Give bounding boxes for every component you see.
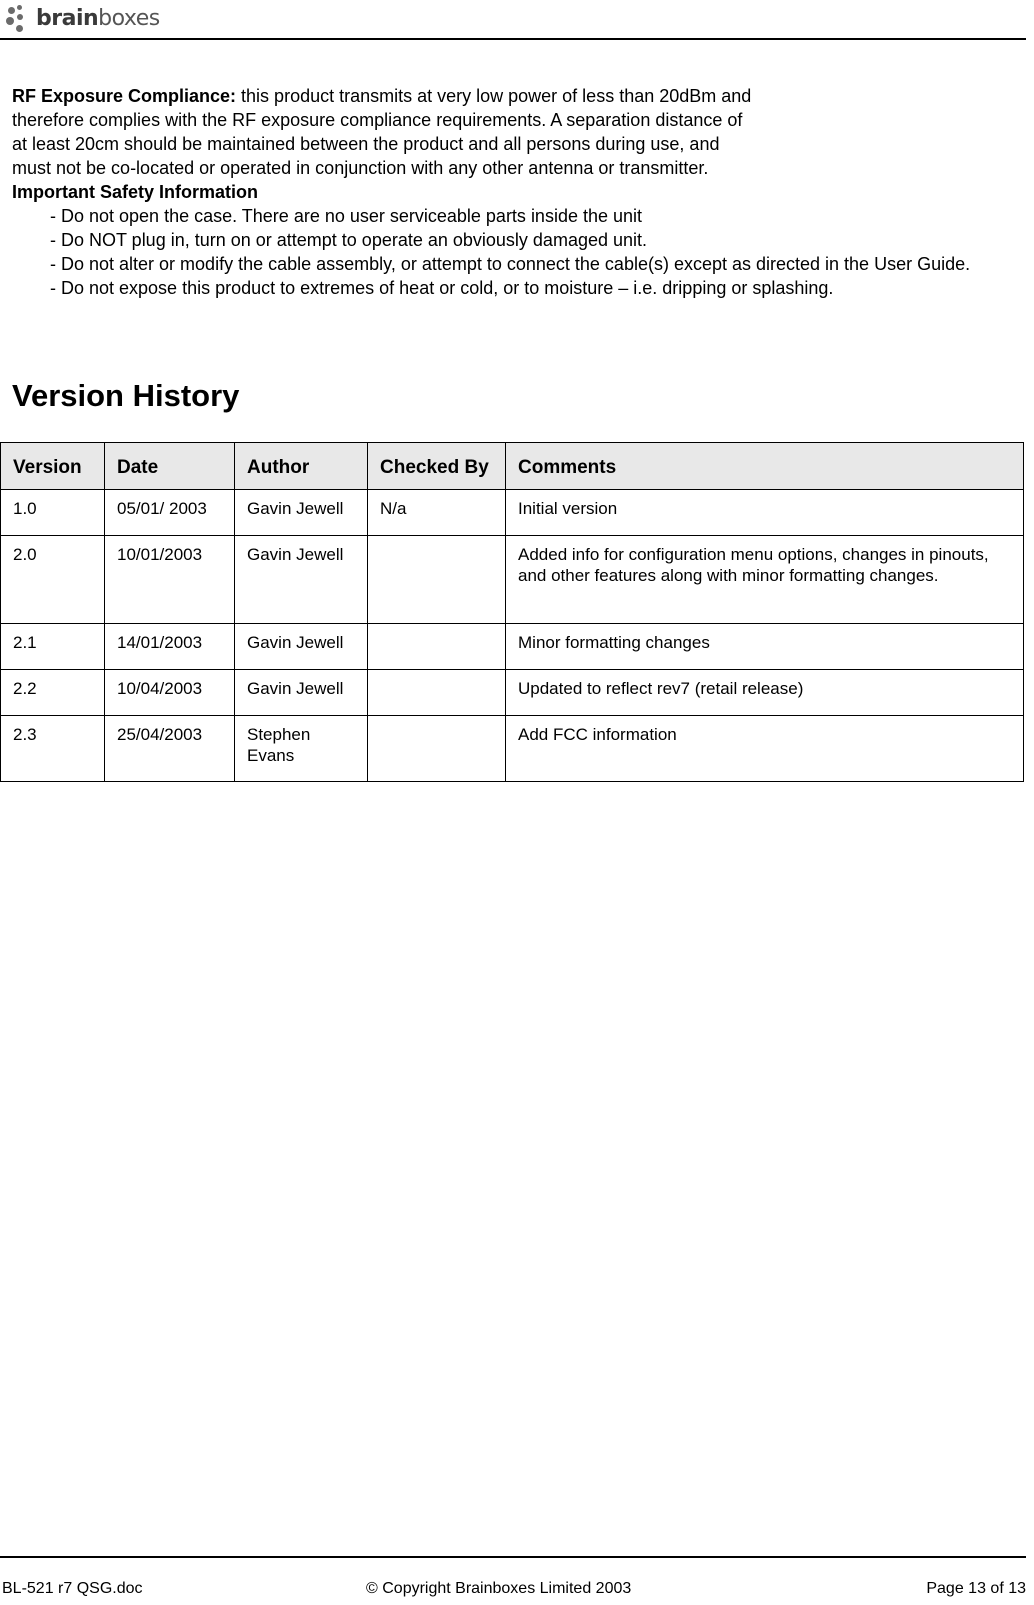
rf-exposure-paragraph: RF Exposure Compliance: this product transmits at very low power of less than 20dBm and therefore complies with the RF exposure compliance requirements. A separation distance of at least 20cm should be maintained between the product and all persons during use, and must not be co-located or operated in conjunction with any other antenna or transmitter.: [12, 86, 752, 178]
safety-heading: Important Safety Information: [12, 182, 259, 202]
version-history-title: Version History: [12, 378, 240, 413]
cell-version: 2.2: [1, 670, 105, 716]
compliance-section: [12, 84, 1022, 300]
cell-author: Gavin Jewell: [235, 536, 368, 624]
cell-checked-by: [368, 670, 506, 716]
table-row: [1, 716, 1024, 782]
page-footer: [0, 1556, 1026, 1597]
page-header: [0, 0, 1026, 40]
logo-text: brainboxes: [36, 6, 160, 31]
cell-comments: Initial version: [506, 490, 1024, 536]
footer-document-name: BL-521 r7 QSG.doc: [2, 1580, 143, 1597]
logo-dots-icon: [6, 4, 34, 34]
cell-checked-by: [368, 716, 506, 782]
footer-page-number: Page 13 of 13: [926, 1580, 1026, 1597]
column-header-checked-by: Checked By: [368, 443, 506, 490]
cell-comments: Updated to reflect rev7 (retail release): [506, 670, 1024, 716]
cell-date: 10/01/2003: [105, 536, 235, 624]
column-header-author: Author: [235, 443, 368, 490]
cell-version: 2.0: [1, 536, 105, 624]
table-row: [1, 490, 1024, 536]
safety-item: - Do not expose this product to extremes of heat or cold, or to moisture – i.e. dripping or splashing.: [50, 278, 834, 298]
rf-exposure-label: RF Exposure Compliance:: [12, 86, 237, 106]
cell-checked-by: N/a: [368, 490, 506, 536]
table-row: [1, 670, 1024, 716]
cell-comments: Added info for configuration menu options, changes in pinouts, and other features along with minor formatting changes.: [506, 536, 1024, 624]
cell-version: 2.1: [1, 624, 105, 670]
brainboxes-logo: [6, 4, 160, 34]
column-header-date: Date: [105, 443, 235, 490]
safety-item: - Do not alter or modify the cable assembly, or attempt to connect the cable(s) except as directed in the User Guide.: [50, 254, 971, 274]
table-header-row: [1, 443, 1024, 490]
table-row: [1, 536, 1024, 624]
safety-item: - Do NOT plug in, turn on or attempt to operate an obviously damaged unit.: [50, 230, 648, 250]
cell-version: 2.3: [1, 716, 105, 782]
cell-date: 10/04/2003: [105, 670, 235, 716]
safety-item: - Do not open the case. There are no user serviceable parts inside the unit: [50, 206, 643, 226]
safety-list: [12, 204, 1022, 300]
version-history-table: [0, 442, 1024, 782]
cell-comments: Minor formatting changes: [506, 624, 1024, 670]
cell-author: Gavin Jewell: [235, 624, 368, 670]
cell-checked-by: [368, 624, 506, 670]
cell-author: Gavin Jewell: [235, 490, 368, 536]
cell-version: 1.0: [1, 490, 105, 536]
column-header-version: Version: [1, 443, 105, 490]
cell-checked-by: [368, 536, 506, 624]
footer-copyright: © Copyright Brainboxes Limited 2003: [366, 1580, 632, 1597]
column-header-comments: Comments: [506, 443, 1024, 490]
cell-author: Stephen Evans: [235, 716, 368, 782]
table-row: [1, 624, 1024, 670]
cell-date: 25/04/2003: [105, 716, 235, 782]
cell-comments: Add FCC information: [506, 716, 1024, 782]
cell-author: Gavin Jewell: [235, 670, 368, 716]
cell-date: 05/01/ 2003: [105, 490, 235, 536]
cell-date: 14/01/2003: [105, 624, 235, 670]
